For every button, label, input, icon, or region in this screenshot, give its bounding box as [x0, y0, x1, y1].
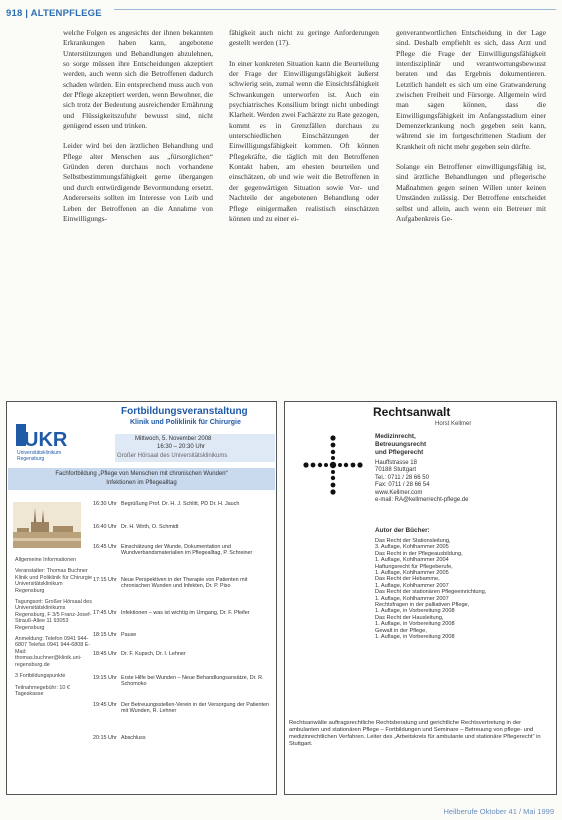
topic-line: Fachfortbildung „Pflege von Menschen mit chronischen Wunden“	[55, 471, 228, 477]
info-block: Teilnahmegebühr: 10 € Tageskasse	[15, 684, 70, 697]
info-block: 3 Fortbildungspunkte	[15, 673, 66, 680]
paragraph: In einer konkreten Situation kann die Beurteilung der Frage der Einwilligungsfähigkeit äußerst schwierig sein, zumal wenn die Einsichtsfähigkeit Schwankungen unterworfen ist. Auch ein psychiatrisches Konsilium bringt nicht unbedingt Klarheit. Werden zwei Fachärzte zu Rate gezogen, kommt es in Grenzfällen durchaus zu unterschiedlichen Einschätzungen der Einwilligungsfähigkeit kommen. Oft können Pflegekräfte, die täglich mit den Betroffenen Kontakt haben, am ehesten beurteilen und einschätzen, ob und wie weit die Betroffenen in der gegenwärtigen Situation sowie Vor- und Nachteile der angebotenen Behandlung oder Pflege einigermaßen realistisch einschätzen können und zu einer ei-	[229, 58, 379, 223]
book-title: Das Recht der Hausleitung,	[375, 614, 444, 621]
page-header	[6, 3, 556, 17]
lawyer-footer-text: Rechtsanwälte auftragsrechtliche Rechtsberatung und gerichtliche Rechtsvertretung in der ambulanten und stationären Pflege – Fortbildungen und Seminare – Betreuung von pflege- und medizinrechtlichen Verfahren. Leiter des „Arbeitskreis für ambulante und stationäre Pflegerecht“ in Stuttgart.	[289, 720, 541, 747]
program-row	[93, 524, 273, 544]
program-row	[93, 544, 273, 577]
program-text: Dr. H. Wirth, O. Schmidt	[121, 524, 179, 530]
info-block: Allgemeine Informationen	[15, 557, 77, 563]
book-edition: 1. Auflage, Kohlhammer 2005	[375, 570, 449, 577]
program-time: 18:15 Uhr	[93, 632, 117, 638]
event-info-sidebar	[15, 557, 93, 702]
topic-band	[8, 468, 275, 490]
book-title: Das Recht in der Pflegeausbildung,	[375, 550, 463, 557]
books-list	[375, 538, 486, 641]
text-column-2	[229, 28, 379, 224]
lawyer-advertisement	[284, 401, 557, 795]
program-text: Der Betreuungsstellen-Verein in der Versorgung der Patienten mit Wunden, R. Lehner	[121, 702, 270, 715]
event-subtitle: Klinik und Poliklinik für Chirurgie	[130, 419, 241, 426]
email: e-mail: RA@kellmerrecht-pflege.de	[375, 497, 469, 504]
program-row	[93, 675, 273, 702]
phone: Tel.: 0711 / 28 66 50	[375, 474, 429, 481]
logo-caption-line: Regensburg	[17, 456, 45, 462]
logo-caption-line: Universitätsklinikum	[17, 450, 62, 456]
text-column-3	[396, 28, 546, 224]
book-edition: 3. Auflage, Kohlhammer 2005	[375, 544, 449, 551]
program-text: Infektionen – was ist wichtig im Umgang, Dr. F. Pfeifer	[121, 610, 250, 616]
program-row	[93, 651, 273, 675]
program-row	[93, 577, 273, 610]
program-row	[93, 501, 273, 524]
info-block: Tagungsort: Großer Hörsaal des Universitätsklinikums Regensburg, F 3/5 Franz-Josef-Strauß-Allee 11 93053 Regensburg	[15, 599, 92, 631]
book-edition: 1. Auflage, Kohlhammer 2007	[375, 582, 449, 589]
info-block: Anmeldung: Telefon 0941 944-6807 Telefax 0941 944-6808 E-Mail: thomas.buchner@klinik.uni-regensburg.de	[15, 636, 91, 668]
practice-area: Betreuungsrecht	[375, 441, 427, 448]
paragraph: fähigkeit auch nicht zu geringe Anforderungen gestellt werden (17).	[229, 28, 379, 48]
books-heading: Autor der Bücher:	[375, 527, 430, 534]
book-title: Rechtsfragen in der palliativen Pflege,	[375, 602, 470, 609]
text-column-1	[63, 28, 213, 224]
topic-line: Infektionen im Pflegealltag	[106, 480, 177, 486]
info-block: Veranstalter: Thomas Buchner Klinik und Poliklinik für Chirurgie Universitätsklinikum Regensburg	[15, 568, 92, 594]
book-edition: 1. Auflage, Kohlhammer 2007	[375, 595, 449, 602]
event-time: 16:30 – 20:30 Uhr	[157, 444, 206, 450]
program-text: Pause	[121, 632, 137, 638]
program-row	[93, 610, 273, 632]
program-text: Abschluss	[121, 735, 146, 741]
book-edition: 1. Auflage, in Vorbereitung 2008	[375, 621, 455, 628]
program-time: 19:15 Uhr	[93, 675, 117, 681]
paragraph: Solange ein Betroffener einwilligungsfähig ist, sind ärztliche Behandlungen und pflegerische Maßnahmen gegen seinen Willen unter keinen Umständen zulässig. Der Betroffene entscheidet selbst und allein, auch wenn ein Betreuer mit Aufgabenkreis Ge-	[396, 162, 546, 223]
program-row	[93, 632, 273, 651]
contact-address	[375, 460, 468, 504]
program-row	[93, 735, 273, 741]
header-rule	[114, 9, 556, 10]
program-time: 17:15 Uhr	[93, 577, 117, 583]
paragraph: welche Folgen es angesichts der ihnen bekannten Erkrankungen haben kann, angebotene Unterstützungen und Behandlungen abzulehnen, so sorge müssen ihre Entscheidungen akzeptiert werden, auch wenn sich die Betroffenen dadurch schaden würden. Ein entsprechend muss auch von der Pflege akzeptiert werden, wenn Bewohner, die sich trotz der Bedeutung ausreichender Ernährung und Flüssigkeitszufuhr bewusst sind, nicht genügend essen und trinken.	[63, 28, 213, 131]
program-row	[93, 702, 273, 735]
address-line: Hauffstrasse 18	[375, 460, 417, 466]
city-skyline-image	[13, 502, 81, 548]
fax: Fax: 0711 / 28 66 54	[375, 482, 430, 489]
program-time: 16:40 Uhr	[93, 524, 117, 530]
event-venue: Großer Hörsaal des Universitätsklinikums	[117, 453, 228, 459]
program-time: 19:45 Uhr	[93, 702, 117, 708]
paragraph: Leider wird bei den ärztlichen Behandlung und Pflege alter Menschen aus „fürsorglichen“ Gründen deren durchaus noch vorhandene Selbstbestimmungsfähigkeit gerne übergangen und durch entwürdigende Bevormundung ersetzt. Andererseits sollten im Interesse von Leib und Leben der Betroffenen an die Annahme von Einwilligungs-	[63, 141, 213, 223]
program-time: 17:45 Uhr	[93, 610, 117, 616]
book-edition: 1. Auflage, in Vorbereitung 2008	[375, 608, 455, 615]
cross-ornament-icon	[298, 430, 368, 500]
book-title: Das Recht der stationären Pflegeeinrichtung,	[375, 589, 487, 596]
book-title: Das Recht der Hebamme,	[375, 576, 440, 583]
program-text: Einschätzung der Wunde, Dokumentation und Wundverbandsmaterialien im Pflegealltag, P. Schreiner	[121, 544, 253, 557]
website: www.Kellmer.com	[375, 489, 423, 496]
lawyer-title: Rechtsanwalt	[373, 405, 451, 419]
program-text: Neue Perspektiven in der Therapie von Patienten mit chronischen Wunden und Infekten, Dr. P. Piso	[121, 577, 248, 590]
program-text: Dr. F. Kupsch, Dr. I. Lehner	[121, 651, 186, 657]
event-date: Mittwoch, 5. November 2008	[135, 436, 212, 442]
practice-area: und Pflegerecht	[375, 449, 424, 456]
program-time: 16:45 Uhr	[93, 544, 117, 550]
event-advertisement	[6, 401, 277, 795]
program-time: 18:45 Uhr	[93, 651, 117, 657]
page-footer: Heilberufe Oktober 41 / Mai 1999	[443, 807, 554, 816]
paragraph: genverantwortlichen Entscheidung in der Lage sind. Deshalb empfiehlt es sich, dass Arzt und Pflege die Frage der Einwilligungsfähigkeit interdisziplinär und verantwortungsbewusst beraten und das Ergebnis dokumentieren. Letztlich handelt es sich um eine Gratwanderung zwischen Freiheit und Fürsorge. Allgemein wird man sagen können, dass die Einwilligungsfähigkeit im Anfangsstadium einer Demenzerkrankung noch gegeben sein kann, während sie im fortgeschrittenen Stadium der Krankheit oft nicht mehr gegeben sein dürfte.	[396, 28, 546, 151]
event-date-box	[115, 434, 275, 462]
book-title: Haftungsrecht für Pflegeberufe,	[375, 563, 453, 570]
event-program	[93, 501, 273, 741]
page-title: 918 | ALTENPFLEGE	[6, 8, 102, 19]
logo-caption	[17, 450, 61, 462]
program-text: Begrüßung Prof. Dr. H. J. Schlitt, PD Dr. H. Jauch	[121, 501, 240, 507]
book-title: Das Recht der Stationsleitung,	[375, 538, 451, 544]
book-edition: 1. Auflage, Kohlhammer 2004	[375, 557, 449, 564]
program-time: 16:30 Uhr	[93, 501, 117, 507]
logo-text-mark: UKR	[24, 429, 68, 451]
lawyer-name: Horst Kellmer	[435, 421, 472, 427]
book-title: Gewalt in der Pflege,	[375, 627, 427, 634]
event-title: Fortbildungsveranstaltung	[121, 406, 248, 417]
practice-area: Medizinrecht,	[375, 433, 416, 440]
book-edition: 1. Auflage, in Vorbereitung 2008	[375, 634, 455, 641]
address-line: 70188 Stuttgart	[375, 467, 417, 474]
program-text: Erste Hilfe bei Wunden – Neue Behandlungsansätze, Dr. R. Schomoko	[121, 675, 264, 688]
practice-areas	[375, 433, 426, 457]
program-time: 20:15 Uhr	[93, 735, 117, 741]
